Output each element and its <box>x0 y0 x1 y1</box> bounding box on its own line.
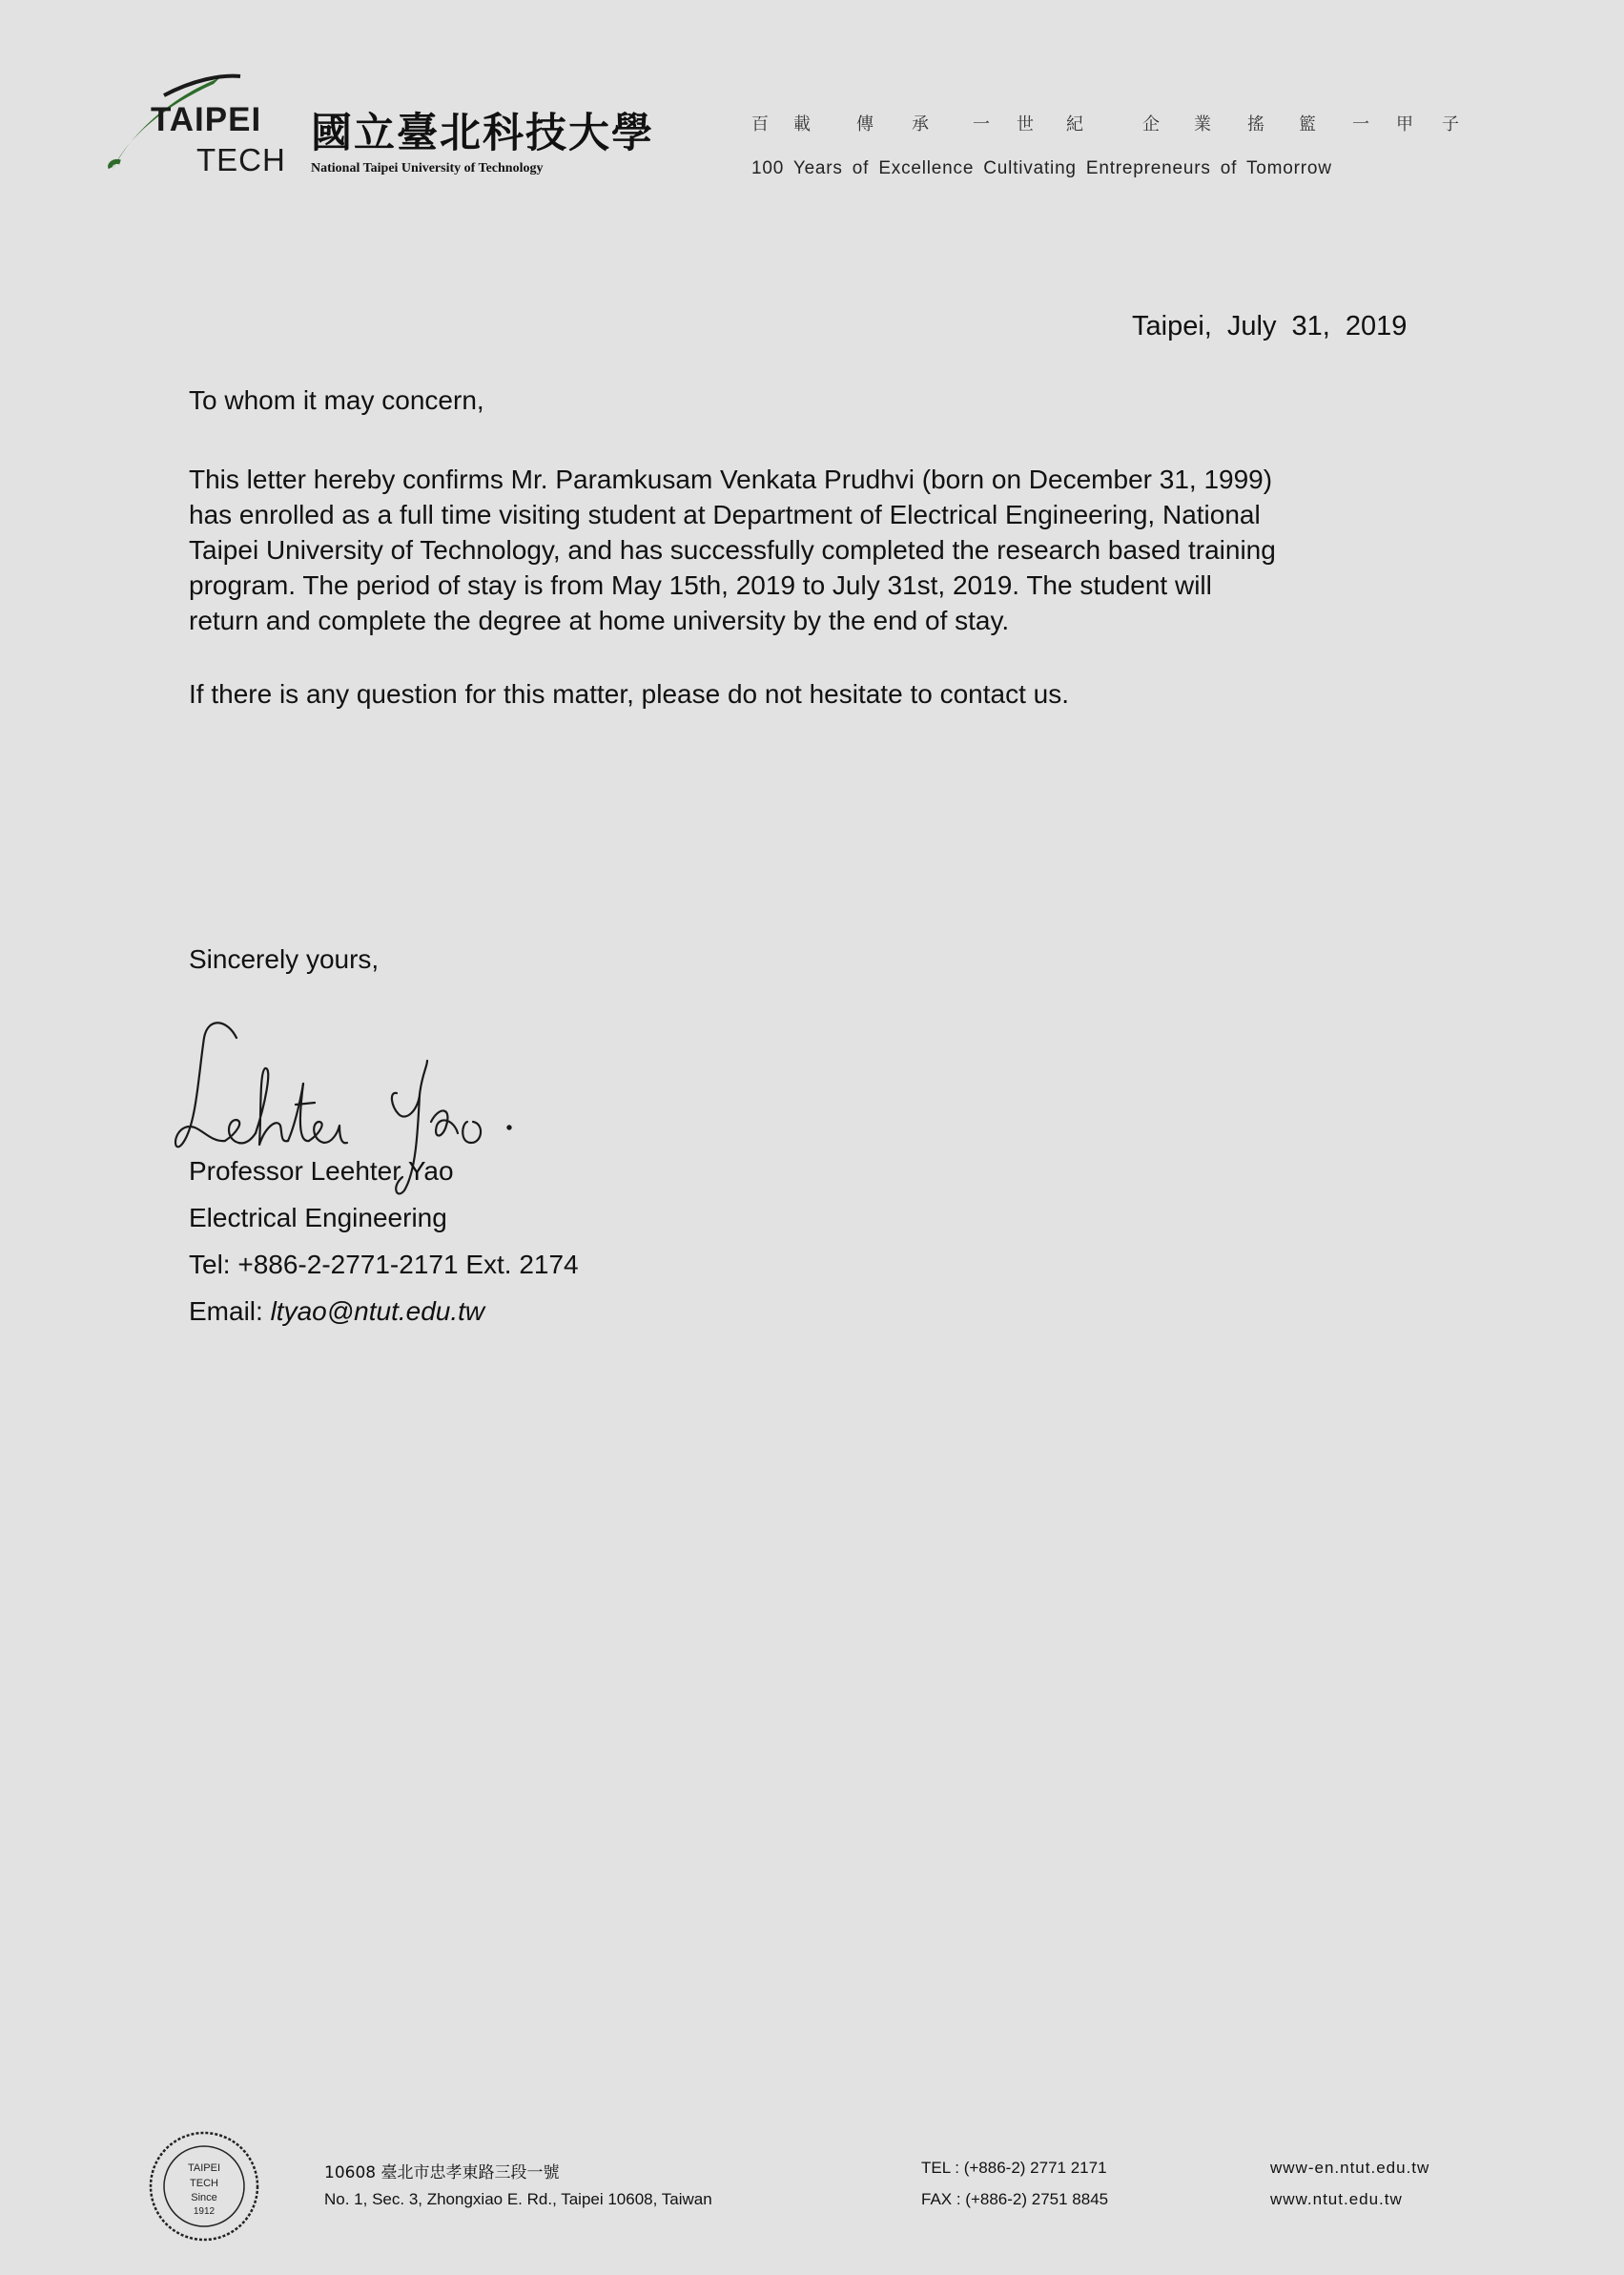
footer-telephone: TEL : (+886-2) 2771 2171 <box>921 2159 1107 2177</box>
signer-department: Electrical Engineering <box>189 1203 447 1232</box>
signer-telephone: Tel: +886-2-2771-2171 Ext. 2174 <box>189 1250 579 1279</box>
slogan-english: 100 Years of Excellence Cultivating Entrepreneurs of Tomorrow <box>751 158 1332 178</box>
email-label: Email: <box>189 1296 271 1326</box>
body-line: Taipei University of Technology, and has successfully completed the research based training <box>189 535 1276 565</box>
slogan-char: 甲 <box>1396 114 1413 134</box>
seal-text-1: TAIPEI <box>187 2162 221 2174</box>
salutation: To whom it may concern, <box>189 385 484 415</box>
signer-email-line <box>189 1296 484 1327</box>
seal-text-4: 1912 <box>193 2206 216 2217</box>
slogan-char: 業 <box>1194 114 1211 134</box>
university-seal-icon <box>147 2129 261 2244</box>
slogan-char: 傳 <box>856 114 874 134</box>
footer-website[interactable]: www.ntut.edu.tw <box>1270 2190 1403 2208</box>
logo-word-taipei: TAIPEI <box>151 101 262 138</box>
slogan-char: 子 <box>1442 114 1459 134</box>
logo-word-tech: TECH <box>196 142 286 177</box>
footer-fax: FAX : (+886-2) 2751 8845 <box>921 2190 1109 2208</box>
email-address[interactable]: ltyao@ntut.edu.tw <box>270 1296 485 1326</box>
slogan-char: 一 <box>973 114 990 134</box>
slogan-char: 承 <box>912 114 929 134</box>
slogan-char: 百 <box>751 114 769 134</box>
body-paragraph <box>189 462 1438 638</box>
body-line: program. The period of stay is from May 15th, 2019 to July 31st, 2019. The student will <box>189 570 1212 600</box>
seal-text-2: TECH <box>190 2178 218 2189</box>
slogan-char: 載 <box>793 114 811 134</box>
slogan-char: 紀 <box>1066 114 1083 134</box>
university-name-chinese: 國立臺北科技大學 <box>311 110 654 157</box>
signer-name: Professor Leehter Yao <box>189 1156 454 1186</box>
footer-address-chinese: 10608 臺北市忠孝東路三段一號 <box>324 2163 560 2182</box>
university-name-english: National Taipei University of Technology <box>311 161 544 176</box>
body-line: has enrolled as a full time visiting student at Department of Electrical Engineering, National <box>189 500 1261 529</box>
closing-note: If there is any question for this matter, please do not hesitate to contact us. <box>189 679 1069 709</box>
footer-website-english[interactable]: www-en.ntut.edu.tw <box>1270 2159 1430 2177</box>
body-line: return and complete the degree at home university by the end of stay. <box>189 606 1010 635</box>
taipei-tech-logo <box>107 72 288 177</box>
slogan-char: 企 <box>1142 114 1160 134</box>
valediction: Sincerely yours, <box>189 944 380 974</box>
slogan-chinese <box>751 111 1476 139</box>
seal-text-3: Since <box>191 2192 217 2203</box>
body-line: This letter hereby confirms Mr. Paramkusam Venkata Prudhvi (born on December 31, 1999) <box>189 465 1273 494</box>
slogan-char: 世 <box>1017 114 1034 134</box>
footer-address-english: No. 1, Sec. 3, Zhongxiao E. Rd., Taipei 10608, Taiwan <box>324 2190 712 2208</box>
letter-date: Taipei, July 31, 2019 <box>1132 311 1408 341</box>
slogan-char: 搖 <box>1247 114 1264 134</box>
slogan-char: 籃 <box>1299 114 1316 134</box>
slogan-char: 一 <box>1352 114 1369 134</box>
